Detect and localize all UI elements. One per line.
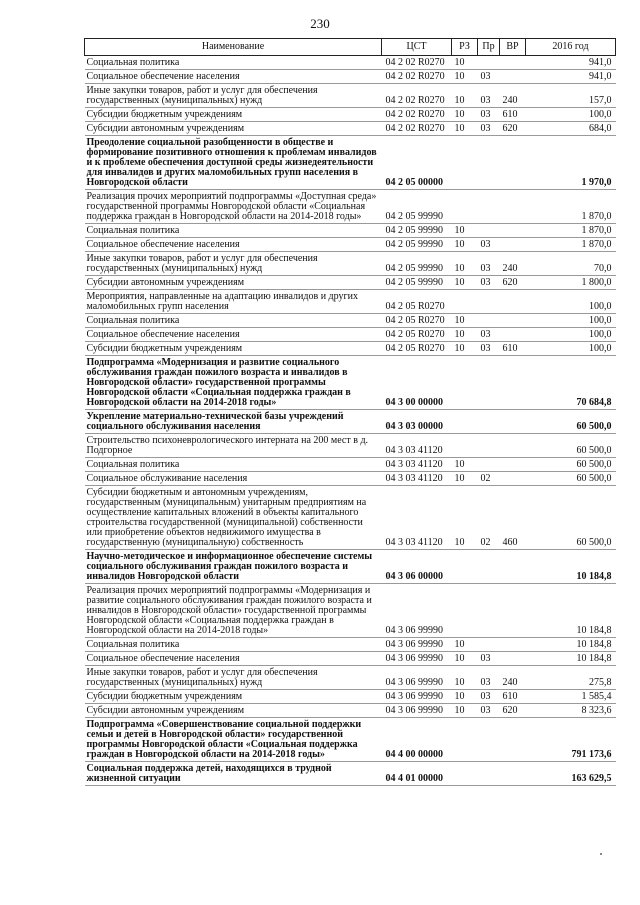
cell-amount: 60 500,0: [526, 472, 616, 486]
cell-vr: 610: [500, 108, 526, 122]
cell-rz: 10: [452, 690, 478, 704]
cell-rz: [452, 762, 478, 786]
cell-amount: 157,0: [526, 84, 616, 108]
cell-cst: 04 2 05 R0270: [382, 328, 452, 342]
cell-amount: 70,0: [526, 252, 616, 276]
cell-vr: 620: [500, 704, 526, 718]
cell-name: Реализация прочих мероприятий подпрограммы «Модернизация и развитие социального обслуживания граждан пожилого возраста и инвалидов в Новгородской области» государственной программы Новгородской области «Социальная поддержка граждан в Новгородской области на 2014-2018 годы»: [85, 584, 382, 638]
cell-vr: [500, 238, 526, 252]
cell-vr: [500, 356, 526, 410]
cell-amount: 684,0: [526, 122, 616, 136]
cell-vr: [500, 190, 526, 224]
budget-table: [84, 38, 616, 786]
table-row: [85, 638, 616, 652]
cell-cst: 04 3 06 99990: [382, 652, 452, 666]
cell-vr: [500, 762, 526, 786]
cell-pr: [478, 290, 500, 314]
cell-pr: [478, 410, 500, 434]
cell-pr: 03: [478, 342, 500, 356]
cell-cst: 04 3 06 99990: [382, 704, 452, 718]
cell-vr: [500, 472, 526, 486]
table-row: [85, 84, 616, 108]
cell-amount: 100,0: [526, 314, 616, 328]
table-row: [85, 224, 616, 238]
cell-name: Подпрограмма «Модернизация и развитие социального обслуживания граждан пожилого возраста и инвалидов в Новгородской области» государственной программы Новгородской области «Социальная поддержка граждан в Новгородской области на 2014-2018 годы»: [85, 356, 382, 410]
cell-vr: [500, 56, 526, 70]
cell-pr: 03: [478, 84, 500, 108]
cell-rz: [452, 434, 478, 458]
cell-pr: [478, 434, 500, 458]
cell-pr: 03: [478, 108, 500, 122]
cell-pr: 03: [478, 690, 500, 704]
cell-vr: 240: [500, 666, 526, 690]
table-row: [85, 704, 616, 718]
table-row: [85, 762, 616, 786]
cell-cst: 04 4 00 00000: [382, 718, 452, 762]
table-row: [85, 136, 616, 190]
cell-vr: [500, 718, 526, 762]
table-row: [85, 458, 616, 472]
cell-name: Субсидии бюджетным учреждениям: [85, 690, 382, 704]
cell-cst: 04 2 05 99990: [382, 190, 452, 224]
cell-name: Социальная политика: [85, 224, 382, 238]
cell-cst: 04 2 02 R0270: [382, 56, 452, 70]
cell-cst: 04 2 05 99990: [382, 224, 452, 238]
cell-rz: 10: [452, 328, 478, 342]
cell-amount: 10 184,8: [526, 584, 616, 638]
cell-pr: [478, 314, 500, 328]
cell-name: Субсидии автономным учреждениям: [85, 704, 382, 718]
cell-pr: [478, 638, 500, 652]
cell-amount: 100,0: [526, 108, 616, 122]
cell-cst: 04 2 02 R0270: [382, 122, 452, 136]
cell-amount: 1 800,0: [526, 276, 616, 290]
cell-pr: [478, 550, 500, 584]
cell-vr: 620: [500, 276, 526, 290]
cell-rz: 10: [452, 276, 478, 290]
cell-amount: 1 870,0: [526, 224, 616, 238]
table-row: [85, 486, 616, 550]
cell-rz: 10: [452, 666, 478, 690]
cell-name: Социальное обеспечение населения: [85, 70, 382, 84]
cell-pr: [478, 584, 500, 638]
cell-vr: [500, 652, 526, 666]
cell-amount: 100,0: [526, 290, 616, 314]
cell-rz: 10: [452, 224, 478, 238]
cell-name: Мероприятия, направленные на адаптацию инвалидов и других маломобильных групп населения: [85, 290, 382, 314]
cell-cst: 04 3 06 99990: [382, 584, 452, 638]
cell-pr: [478, 762, 500, 786]
cell-rz: [452, 136, 478, 190]
cell-cst: 04 3 03 41120: [382, 458, 452, 472]
table-row: [85, 328, 616, 342]
header-rz: РЗ: [452, 39, 478, 56]
cell-cst: 04 2 02 R0270: [382, 108, 452, 122]
cell-amount: 1 585,4: [526, 690, 616, 704]
cell-rz: 10: [452, 314, 478, 328]
cell-name: Социальное обслуживание населения: [85, 472, 382, 486]
cell-vr: [500, 136, 526, 190]
cell-cst: 04 2 05 00000: [382, 136, 452, 190]
cell-vr: [500, 550, 526, 584]
cell-pr: 03: [478, 70, 500, 84]
cell-pr: 03: [478, 122, 500, 136]
table-header-row: [85, 39, 616, 56]
cell-rz: 10: [452, 486, 478, 550]
cell-pr: 02: [478, 472, 500, 486]
cell-vr: 610: [500, 342, 526, 356]
cell-name: Научно-методическое и информационное обеспечение системы социального обслуживания граждан пожилого возраста и инвалидов Новгородской области: [85, 550, 382, 584]
cell-rz: [452, 718, 478, 762]
cell-pr: 03: [478, 252, 500, 276]
cell-pr: [478, 56, 500, 70]
cell-vr: [500, 290, 526, 314]
cell-cst: 04 2 05 R0270: [382, 342, 452, 356]
cell-name: Реализация прочих мероприятий подпрограммы «Доступная среда» государственной программы Новгородской области «Социальная поддержка граждан в Новгородской области на 2014-2018 годы»: [85, 190, 382, 224]
cell-name: Субсидии бюджетным учреждениям: [85, 342, 382, 356]
table-row: [85, 472, 616, 486]
page-number: 230: [310, 16, 330, 31]
cell-amount: 10 184,8: [526, 638, 616, 652]
cell-amount: 100,0: [526, 328, 616, 342]
cell-vr: [500, 70, 526, 84]
cell-cst: 04 3 03 41120: [382, 486, 452, 550]
cell-vr: 240: [500, 84, 526, 108]
cell-rz: [452, 550, 478, 584]
cell-amount: 10 184,8: [526, 550, 616, 584]
header-vr: ВР: [500, 39, 526, 56]
cell-rz: 10: [452, 458, 478, 472]
cell-cst: 04 2 05 R0270: [382, 314, 452, 328]
cell-rz: 10: [452, 704, 478, 718]
cell-vr: [500, 314, 526, 328]
cell-pr: 03: [478, 238, 500, 252]
cell-cst: 04 3 03 00000: [382, 410, 452, 434]
cell-amount: 275,8: [526, 666, 616, 690]
table-row: [85, 252, 616, 276]
table-row: [85, 652, 616, 666]
cell-rz: 10: [452, 652, 478, 666]
cell-cst: 04 3 06 99990: [382, 690, 452, 704]
cell-name: Иные закупки товаров, работ и услуг для обеспечения государственных (муниципальных) нужд: [85, 84, 382, 108]
cell-amount: 70 684,8: [526, 356, 616, 410]
cell-vr: [500, 638, 526, 652]
cell-name: Социальное обеспечение населения: [85, 652, 382, 666]
header-cst: ЦСТ: [382, 39, 452, 56]
table-row: [85, 70, 616, 84]
cell-cst: 04 2 05 99990: [382, 252, 452, 276]
table-row: [85, 238, 616, 252]
cell-amount: 1 870,0: [526, 190, 616, 224]
cell-pr: [478, 224, 500, 238]
cell-name: Субсидии бюджетным учреждениям: [85, 108, 382, 122]
cell-name: Социальное обеспечение населения: [85, 328, 382, 342]
table-row: [85, 342, 616, 356]
cell-amount: 60 500,0: [526, 486, 616, 550]
cell-vr: [500, 410, 526, 434]
cell-rz: [452, 290, 478, 314]
cell-pr: [478, 458, 500, 472]
cell-cst: 04 3 03 41120: [382, 434, 452, 458]
cell-amount: 791 173,6: [526, 718, 616, 762]
table-row: [85, 410, 616, 434]
cell-vr: [500, 328, 526, 342]
cell-pr: 03: [478, 328, 500, 342]
cell-cst: 04 3 06 99990: [382, 666, 452, 690]
cell-rz: 10: [452, 472, 478, 486]
cell-rz: 10: [452, 122, 478, 136]
cell-name: Иные закупки товаров, работ и услуг для обеспечения государственных (муниципальных) нужд: [85, 252, 382, 276]
cell-rz: [452, 190, 478, 224]
cell-name: Субсидии автономным учреждениям: [85, 122, 382, 136]
cell-cst: 04 2 05 99990: [382, 276, 452, 290]
table-row: [85, 290, 616, 314]
cell-vr: 240: [500, 252, 526, 276]
cell-vr: [500, 434, 526, 458]
cell-cst: 04 3 00 00000: [382, 356, 452, 410]
cell-amount: 1 970,0: [526, 136, 616, 190]
cell-name: Социальная политика: [85, 458, 382, 472]
cell-name: Укрепление материально-технической базы учреждений социального обслуживания населения: [85, 410, 382, 434]
header-pr: Пр: [478, 39, 500, 56]
cell-amount: 8 323,6: [526, 704, 616, 718]
table-row: [85, 314, 616, 328]
cell-cst: 04 3 06 99990: [382, 638, 452, 652]
scan-speck: [600, 853, 602, 855]
cell-rz: 10: [452, 70, 478, 84]
cell-amount: 60 500,0: [526, 410, 616, 434]
cell-vr: 610: [500, 690, 526, 704]
cell-pr: 03: [478, 276, 500, 290]
cell-rz: 10: [452, 638, 478, 652]
cell-pr: [478, 356, 500, 410]
cell-name: Социальная политика: [85, 314, 382, 328]
cell-cst: 04 3 06 00000: [382, 550, 452, 584]
table-row: [85, 584, 616, 638]
cell-vr: [500, 584, 526, 638]
cell-rz: [452, 584, 478, 638]
cell-name: Иные закупки товаров, работ и услуг для обеспечения государственных (муниципальных) нужд: [85, 666, 382, 690]
cell-vr: 460: [500, 486, 526, 550]
table-row: [85, 666, 616, 690]
table-row: [85, 356, 616, 410]
cell-rz: 10: [452, 108, 478, 122]
cell-pr: 03: [478, 666, 500, 690]
cell-name: Социальная политика: [85, 638, 382, 652]
table-row: [85, 122, 616, 136]
cell-name: Подпрограмма «Совершенствование социальной поддержки семьи и детей в Новгородской области» государственной программы Новгородской области «Социальная поддержка граждан в Новгородской области на 2014-2018 годы»: [85, 718, 382, 762]
cell-cst: 04 2 05 R0270: [382, 290, 452, 314]
table-row: [85, 550, 616, 584]
header-name: Наименование: [85, 39, 382, 56]
table-row: [85, 690, 616, 704]
table-row: [85, 276, 616, 290]
table-body: [85, 56, 616, 786]
cell-cst: 04 4 01 00000: [382, 762, 452, 786]
cell-amount: 1 870,0: [526, 238, 616, 252]
cell-cst: 04 3 03 41120: [382, 472, 452, 486]
cell-amount: 163 629,5: [526, 762, 616, 786]
cell-amount: 941,0: [526, 70, 616, 84]
cell-pr: [478, 190, 500, 224]
cell-rz: 10: [452, 342, 478, 356]
cell-rz: 10: [452, 56, 478, 70]
cell-pr: 02: [478, 486, 500, 550]
cell-vr: [500, 224, 526, 238]
cell-rz: [452, 356, 478, 410]
cell-amount: 60 500,0: [526, 458, 616, 472]
cell-amount: 10 184,8: [526, 652, 616, 666]
cell-name: Социальная поддержка детей, находящихся в трудной жизненной ситуации: [85, 762, 382, 786]
cell-name: Преодоление социальной разобщенности в обществе и формирование позитивного отношения к проблемам инвалидов и к проблеме обеспечения доступной среды жизнедеятельности для инвалидов и других маломобильных групп населения в Новгородской области: [85, 136, 382, 190]
cell-name: Субсидии автономным учреждениям: [85, 276, 382, 290]
cell-vr: [500, 458, 526, 472]
cell-name: Социальная политика: [85, 56, 382, 70]
cell-cst: 04 2 05 99990: [382, 238, 452, 252]
cell-cst: 04 2 02 R0270: [382, 84, 452, 108]
cell-rz: [452, 410, 478, 434]
cell-rz: 10: [452, 238, 478, 252]
cell-pr: 03: [478, 652, 500, 666]
cell-rz: 10: [452, 84, 478, 108]
table-row: [85, 190, 616, 224]
cell-pr: 03: [478, 704, 500, 718]
cell-pr: [478, 136, 500, 190]
cell-amount: 60 500,0: [526, 434, 616, 458]
table-row: [85, 108, 616, 122]
header-amount: 2016 год: [526, 39, 616, 56]
cell-amount: 941,0: [526, 56, 616, 70]
table-row: [85, 56, 616, 70]
table-row: [85, 434, 616, 458]
table-row: [85, 718, 616, 762]
cell-cst: 04 2 02 R0270: [382, 70, 452, 84]
cell-vr: 620: [500, 122, 526, 136]
cell-name: Социальное обеспечение населения: [85, 238, 382, 252]
cell-name: Субсидии бюджетным и автономным учреждениям, государственным (муниципальным) унитарным предприятиям на осуществление капитальных вложений в объекты капитального строительства государственной (муниципальной) собственности или приобретение объектов недвижимого имущества в государственную (муниципальную) собственность: [85, 486, 382, 550]
cell-rz: 10: [452, 252, 478, 276]
cell-name: Строительство психоневрологического интерната на 200 мест в д. Подгорное: [85, 434, 382, 458]
cell-amount: 100,0: [526, 342, 616, 356]
cell-pr: [478, 718, 500, 762]
